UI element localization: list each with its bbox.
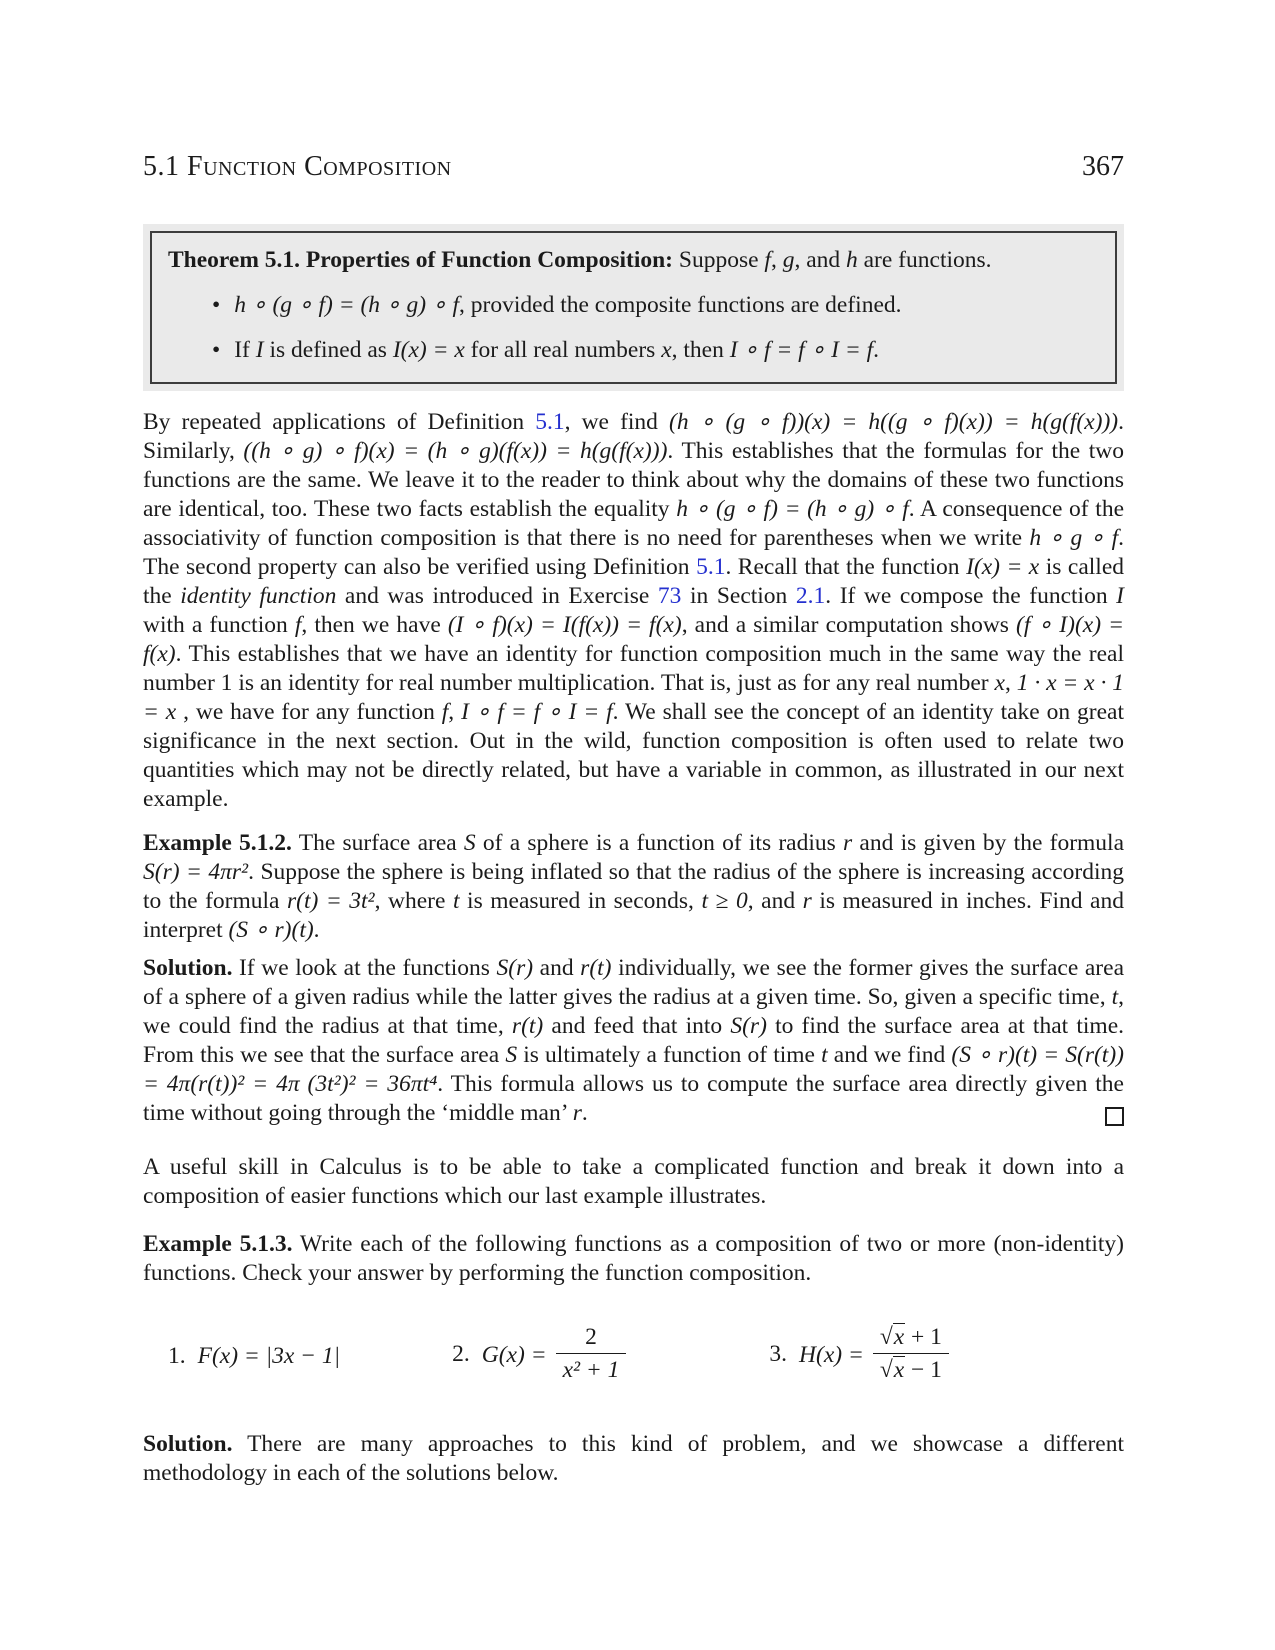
body-paragraph-composition: By repeated applications of Definition 5.1, we find (h ∘ (g ∘ f))(x) = h((g ∘ f)(x)) = h(g(f(x))). Similarly, ((h ∘ g) ∘ f)(x) = (h ∘ g)(f(x)) = h(g(f(x))). This establishes that the formulas for the two functions are the same. We leave it to the reader to think about why the domains of these two functions are identical, too. These two facts establish the equality h ∘ (g ∘ f) = (h ∘ g) ∘ f. A consequence of the associativity of function composition is that there is no need for parentheses when we write h ∘ g ∘ f. The second property can also be verified using Definition 5.1. Recall that the function I(x) = x is called the identity function and was introduced in Exercise 73 in Section 2.1. If we compose the function I with a function f, then we have (I ∘ f)(x) = I(f(x)) = f(x), and a similar computation shows (f ∘ I)(x) = f(x). This establishes that we have an identity for function composition much in the same way the real number 1 is an identity for real number multiplication. That is, just as for any real number x, 1 · x = x · 1 = x , we have for any function f, I ∘ f = f ∘ I = f. We shall see the concept of an identity take on great significance in the next section. Out in the wild, function composition is often used to relate two quantities which may not be directly related, but have a variable in common, as illustrated in our next example. [143, 409, 1125, 812]
denominator-rest: − 1 [905, 1356, 942, 1383]
function-lhs-G: G(x) = [481, 1341, 547, 1368]
page-content-column [143, 152, 1124, 1488]
example-513-paragraph: Example 5.1.3. Write each of the following functions as a composition of two or more (non-identity) functions. Check your answer by performing the function composition. [143, 1231, 1124, 1286]
radicand: x [893, 1356, 905, 1383]
function-item-3 [769, 1323, 949, 1386]
function-item-1 [168, 1343, 340, 1370]
radical-sign: √ [879, 1323, 893, 1350]
fraction-denominator [873, 1353, 949, 1383]
running-header [143, 152, 1124, 182]
function-item-2 [452, 1323, 626, 1386]
cross-reference-link[interactable]: 5.1 [535, 409, 565, 435]
item-number: 1. [168, 1342, 186, 1369]
radical-sign: √ [879, 1356, 893, 1383]
bullet-icon: • [212, 337, 221, 363]
theorem-box-outer [143, 224, 1124, 391]
fraction-denominator: x² + 1 [556, 1353, 627, 1383]
bullet-icon: • [212, 292, 221, 318]
solution-512-paragraph [143, 954, 1124, 1128]
theorem-bullet-2-text: If I is defined as I(x) = x for all real numbers x, then I ∘ f = f ∘ I = f. [234, 337, 879, 363]
function-list-row [143, 1310, 1124, 1402]
cross-reference-link[interactable]: 5.1 [696, 554, 726, 580]
theorem-bullet-1 [212, 291, 1099, 320]
numerator-rest: + 1 [905, 1323, 942, 1350]
function-lhs-H: H(x) = [799, 1341, 864, 1368]
page-number: 367 [1082, 151, 1124, 182]
example-512-paragraph: Example 5.1.2. The surface area S of a sphere is a function of its radius r and is given by the formula S(r) = 4πr². Suppose the sphere is being inflated so that the radius of the sphere is increasing according to the formula r(t) = 3t², where t is measured in seconds, t ≥ 0, and r is measured in inches. Find and interpret (S ∘ r)(t). [143, 830, 1125, 943]
item-number: 3. [769, 1341, 788, 1368]
radicand: x [893, 1323, 905, 1350]
qed-tombstone [1105, 1107, 1124, 1126]
item-number: 2. [452, 1341, 470, 1368]
fraction-numerator [873, 1324, 949, 1353]
cross-reference-link[interactable]: 73 [657, 583, 682, 609]
solution-513-paragraph: Solution. There are many approaches to this kind of problem, and we showcase a different methodology in each of the solutions below. [143, 1431, 1124, 1486]
useful-skill-paragraph: A useful skill in Calculus is to be able to take a complicated function and break it down into a composition of easier functions which our last example illustrates. [143, 1154, 1124, 1209]
theorem-bullet-1-text: h ∘ (g ∘ f) = (h ∘ g) ∘ f, provided the composite functions are defined. [234, 292, 902, 318]
theorem-title-line: Theorem 5.1. Properties of Function Composition: Suppose f, g, and h are functions. [168, 247, 992, 273]
cross-reference-link[interactable]: 2.1 [795, 583, 826, 609]
theorem-bullet-2 [212, 336, 1099, 365]
function-formula-F: F(x) = |3x − 1| [197, 1342, 341, 1369]
theorem-box [150, 231, 1117, 384]
solution-512-text: Solution. If we look at the functions S(r) and r(t) individually, we see the former gives the surface area of a sphere of a given radius while the latter gives the radius at a given time. So, given a specific time, t, we could find the radius at that time, r(t) and feed that into S(r) to find the surface area at that time. From this we see that the surface area S is ultimately a function of time t and we find (S ∘ r)(t) = S(r(t)) = 4π(r(t))² = 4π (3t²)² = 36πt⁴. This formula allows us to compute the surface area directly given the time without going through the ‘middle man’ r. [143, 955, 1124, 1126]
section-title: 5.1 Function Composition [143, 151, 452, 182]
fraction-H [873, 1324, 949, 1383]
fraction-G [556, 1324, 627, 1383]
fraction-numerator: 2 [585, 1323, 597, 1350]
